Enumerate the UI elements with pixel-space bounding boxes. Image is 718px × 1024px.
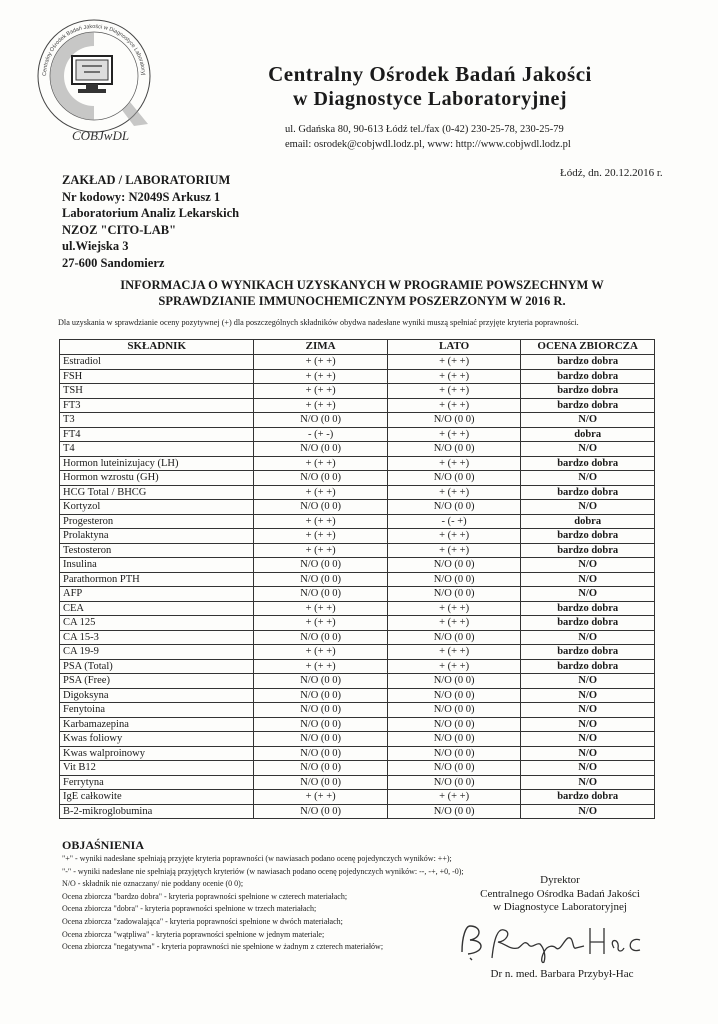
overall-rating-cell: bardzo dobra [521, 384, 655, 399]
component-cell: Prolaktyna [60, 529, 254, 544]
component-cell: Kwas walproinowy [60, 746, 254, 761]
recipient-line: NZOZ "CITO-LAB" [62, 222, 177, 237]
table-row [60, 355, 655, 370]
explanations-list [62, 853, 464, 954]
summer-result-cell: + (+ +) [387, 398, 520, 413]
component-cell: Hormon wzrostu (GH) [60, 471, 254, 486]
overall-rating-cell: bardzo dobra [521, 485, 655, 500]
explanation-item: "+" - wyniki nadesłane spełniają przyjęte kryteria poprawności (w nawiasach podano ocenę pojedynczych wyników: ++); [62, 854, 452, 863]
winter-result-cell: N/O (0 0) [254, 775, 387, 790]
table-row [60, 674, 655, 689]
overall-rating-cell: bardzo dobra [521, 355, 655, 370]
overall-rating-cell: N/O [521, 413, 655, 428]
component-cell: Digoksyna [60, 688, 254, 703]
institution-contact: email: osrodek@cobjwdl.lodz.pl, www: http://www.cobjwdl.lodz.pl [285, 139, 571, 150]
recipient-line: 27-600 Sandomierz [62, 255, 165, 270]
component-cell: TSH [60, 384, 254, 399]
table-row [60, 688, 655, 703]
explanation-item: Ocena zbiorcza "negatywna" - kryteria poprawności nie spełnione w żadnym z czterech materiałów; [62, 942, 384, 952]
table-row [60, 485, 655, 500]
winter-result-cell: N/O (0 0) [254, 717, 387, 732]
component-cell: FSH [60, 369, 254, 384]
explanations-title: OBJAŚNIENIA [62, 838, 145, 852]
table-row [60, 746, 655, 761]
winter-result-cell: N/O (0 0) [254, 630, 387, 645]
summer-result-cell: - (- +) [387, 514, 520, 529]
summer-result-cell: N/O (0 0) [387, 732, 520, 747]
component-cell: PSA (Free) [60, 674, 254, 689]
recipient-line: Laboratorium Analiz Lekarskich [62, 206, 240, 220]
winter-result-cell: + (+ +) [254, 369, 387, 384]
signature-institution-2: w Diagnostyce Laboratoryjnej [493, 901, 627, 913]
winter-result-cell: + (+ +) [254, 384, 387, 399]
winter-result-cell: + (+ +) [254, 529, 387, 544]
overall-rating-cell: N/O [521, 471, 655, 486]
table-row [60, 413, 655, 428]
results-table-body [60, 355, 655, 819]
component-cell: Kwas foliowy [60, 732, 254, 747]
table-row [60, 659, 655, 674]
institution-title-line2: w Diagnostyce Laboratoryjnej [293, 88, 567, 110]
component-cell: Fenytoina [60, 703, 254, 718]
winter-result-cell: + (+ +) [254, 645, 387, 660]
component-cell: HCG Total / BHCG [60, 485, 254, 500]
criteria-note: Dla uzyskania w sprawdzianie oceny pozytywnej (+) dla poszczególnych składników obydwa nadesłane wyniki muszą spełniać przyjęte kryteria poprawności. [58, 318, 579, 327]
summer-result-cell: + (+ +) [387, 456, 520, 471]
summer-result-cell: N/O (0 0) [387, 746, 520, 761]
summer-result-cell: + (+ +) [387, 485, 520, 500]
winter-result-cell: + (+ +) [254, 543, 387, 558]
svg-text:COBJwDL: COBJwDL [72, 128, 130, 143]
component-cell: T4 [60, 442, 254, 457]
winter-result-cell: + (+ +) [254, 659, 387, 674]
winter-result-cell: N/O (0 0) [254, 674, 387, 689]
summer-result-cell: N/O (0 0) [387, 688, 520, 703]
institution-title-line1: Centralny Ośrodek Badań Jakości [268, 62, 592, 86]
table-row [60, 616, 655, 631]
handwritten-signature [448, 918, 648, 966]
table-row [60, 804, 655, 819]
component-cell: FT3 [60, 398, 254, 413]
summer-result-cell: N/O (0 0) [387, 587, 520, 602]
overall-rating-cell: bardzo dobra [521, 456, 655, 471]
table-row [60, 384, 655, 399]
table-row [60, 601, 655, 616]
recipient-line: ZAKŁAD / LABORATORIUM [62, 173, 231, 187]
table-row [60, 543, 655, 558]
overall-rating-cell: N/O [521, 732, 655, 747]
winter-result-cell: N/O (0 0) [254, 442, 387, 457]
summer-result-cell: + (+ +) [387, 601, 520, 616]
summer-result-cell: N/O (0 0) [387, 717, 520, 732]
summer-result-cell: + (+ +) [387, 790, 520, 805]
summer-result-cell: + (+ +) [387, 616, 520, 631]
table-row [60, 529, 655, 544]
component-cell: Kortyzol [60, 500, 254, 515]
table-header-row [60, 340, 655, 355]
cobjwdl-logo [22, 14, 170, 144]
overall-rating-cell: N/O [521, 674, 655, 689]
winter-result-cell: N/O (0 0) [254, 587, 387, 602]
winter-result-cell: N/O (0 0) [254, 558, 387, 573]
report-heading-line1: INFORMACJA O WYNIKACH UZYSKANYCH W PROGRAMIE POWSZECHNYM W [120, 278, 604, 292]
explanation-item: Ocena zbiorcza "zadowalająca" - kryteria poprawności spełnione w dwóch materiałach; [62, 916, 343, 926]
svg-text:Centralny Ośrodek Badań Jakośc: Centralny Ośrodek Badań Jakości w Diagnostyce Laboratoryj [41, 23, 146, 77]
overall-rating-cell: bardzo dobra [521, 369, 655, 384]
table-row [60, 427, 655, 442]
overall-rating-cell: bardzo dobra [521, 645, 655, 660]
explanation-item: Ocena zbiorcza "bardzo dobra" - kryteria poprawności spełnione w czterech materiałach; [62, 891, 348, 901]
winter-result-cell: + (+ +) [254, 514, 387, 529]
summer-result-cell: + (+ +) [387, 543, 520, 558]
winter-result-cell: + (+ +) [254, 398, 387, 413]
header-component: SKŁADNIK [60, 340, 254, 355]
component-cell: T3 [60, 413, 254, 428]
summer-result-cell: N/O (0 0) [387, 558, 520, 573]
table-row [60, 790, 655, 805]
recipient-line: Nr kodowy: N2049S Arkusz 1 [62, 189, 221, 204]
results-table [59, 339, 655, 819]
overall-rating-cell: N/O [521, 717, 655, 732]
document-date: Łódź, dn. 20.12.2016 r. [560, 167, 663, 179]
overall-rating-cell: bardzo dobra [521, 659, 655, 674]
table-row [60, 587, 655, 602]
summer-result-cell: N/O (0 0) [387, 500, 520, 515]
summer-result-cell: N/O (0 0) [387, 761, 520, 776]
overall-rating-cell: bardzo dobra [521, 398, 655, 413]
winter-result-cell: N/O (0 0) [254, 500, 387, 515]
component-cell: CEA [60, 601, 254, 616]
winter-result-cell: + (+ +) [254, 616, 387, 631]
component-cell: Parathormon PTH [60, 572, 254, 587]
overall-rating-cell: dobra [521, 514, 655, 529]
table-row [60, 558, 655, 573]
table-row [60, 442, 655, 457]
header-summer: LATO [387, 340, 520, 355]
overall-rating-cell: bardzo dobra [521, 543, 655, 558]
recipient-line: ul.Wiejska 3 [62, 239, 129, 253]
summer-result-cell: N/O (0 0) [387, 471, 520, 486]
table-row [60, 572, 655, 587]
overall-rating-cell: N/O [521, 500, 655, 515]
signature-institution: Centralnego Ośrodka Badań Jakości [480, 887, 640, 900]
explanation-item: Ocena zbiorcza "dobra" - kryteria poprawności spełnione w trzech materiałach; [62, 904, 317, 914]
summer-result-cell: N/O (0 0) [387, 804, 520, 819]
component-cell: CA 15-3 [60, 630, 254, 645]
summer-result-cell: + (+ +) [387, 529, 520, 544]
explanation-item: "-" - wyniki nadesłane nie spełniają przyjętych kryteriów (w nawiasach podano ocenę pojedynczych wyników: --, -+, +0, -0); [62, 866, 464, 876]
component-cell: Hormon luteinizujacy (LH) [60, 456, 254, 471]
header-winter: ZIMA [254, 340, 387, 355]
overall-rating-cell: N/O [521, 587, 655, 602]
signature-block [460, 874, 660, 915]
summer-result-cell: + (+ +) [387, 384, 520, 399]
table-row [60, 717, 655, 732]
report-heading [62, 277, 662, 309]
report-heading-line2: SPRAWDZIANIE IMMUNOCHEMICZNYM POSZERZONYM W 2016 R. [158, 294, 566, 308]
winter-result-cell: + (+ +) [254, 456, 387, 471]
header-overall: OCENA ZBIORCZA [521, 340, 655, 355]
winter-result-cell: + (+ +) [254, 601, 387, 616]
component-cell: Ferrytyna [60, 775, 254, 790]
table-row [60, 514, 655, 529]
component-cell: CA 19-9 [60, 645, 254, 660]
table-row [60, 630, 655, 645]
overall-rating-cell: bardzo dobra [521, 616, 655, 631]
winter-result-cell: + (+ +) [254, 355, 387, 370]
winter-result-cell: N/O (0 0) [254, 761, 387, 776]
overall-rating-cell: N/O [521, 746, 655, 761]
component-cell: Estradiol [60, 355, 254, 370]
institution-address: ul. Gdańska 80, 90-613 Łódź tel./fax (0-42) 230-25-78, 230-25-79 [285, 124, 564, 135]
overall-rating-cell: bardzo dobra [521, 601, 655, 616]
overall-rating-cell: bardzo dobra [521, 790, 655, 805]
summer-result-cell: N/O (0 0) [387, 572, 520, 587]
summer-result-cell: + (+ +) [387, 645, 520, 660]
overall-rating-cell: dobra [521, 427, 655, 442]
winter-result-cell: N/O (0 0) [254, 471, 387, 486]
signature-title: Dyrektor [540, 874, 580, 886]
overall-rating-cell: N/O [521, 442, 655, 457]
winter-result-cell: N/O (0 0) [254, 572, 387, 587]
summer-result-cell: + (+ +) [387, 659, 520, 674]
summer-result-cell: N/O (0 0) [387, 703, 520, 718]
winter-result-cell: N/O (0 0) [254, 746, 387, 761]
component-cell: B-2-mikroglobumina [60, 804, 254, 819]
overall-rating-cell: N/O [521, 572, 655, 587]
overall-rating-cell: N/O [521, 761, 655, 776]
winter-result-cell: N/O (0 0) [254, 804, 387, 819]
component-cell: IgE całkowite [60, 790, 254, 805]
table-row [60, 761, 655, 776]
winter-result-cell: + (+ +) [254, 485, 387, 500]
explanation-item: N/O - składnik nie oznaczany/ nie poddany ocenie (0 0); [62, 879, 244, 889]
winter-result-cell: + (+ +) [254, 790, 387, 805]
component-cell: CA 125 [60, 616, 254, 631]
summer-result-cell: N/O (0 0) [387, 442, 520, 457]
recipient-block [62, 172, 239, 271]
table-row [60, 703, 655, 718]
overall-rating-cell: N/O [521, 630, 655, 645]
overall-rating-cell: N/O [521, 804, 655, 819]
overall-rating-cell: bardzo dobra [521, 529, 655, 544]
table-row [60, 732, 655, 747]
component-cell: Vit B12 [60, 761, 254, 776]
summer-result-cell: + (+ +) [387, 369, 520, 384]
summer-result-cell: N/O (0 0) [387, 630, 520, 645]
table-row [60, 398, 655, 413]
component-cell: AFP [60, 587, 254, 602]
overall-rating-cell: N/O [521, 703, 655, 718]
table-row [60, 471, 655, 486]
summer-result-cell: + (+ +) [387, 355, 520, 370]
overall-rating-cell: N/O [521, 775, 655, 790]
winter-result-cell: N/O (0 0) [254, 732, 387, 747]
summer-result-cell: N/O (0 0) [387, 413, 520, 428]
overall-rating-cell: N/O [521, 688, 655, 703]
overall-rating-cell: N/O [521, 558, 655, 573]
table-row [60, 645, 655, 660]
summer-result-cell: N/O (0 0) [387, 674, 520, 689]
component-cell: FT4 [60, 427, 254, 442]
winter-result-cell: N/O (0 0) [254, 413, 387, 428]
table-row [60, 369, 655, 384]
component-cell: Karbamazepina [60, 717, 254, 732]
table-row [60, 456, 655, 471]
winter-result-cell: N/O (0 0) [254, 703, 387, 718]
component-cell: PSA (Total) [60, 659, 254, 674]
summer-result-cell: N/O (0 0) [387, 775, 520, 790]
winter-result-cell: - (+ -) [254, 427, 387, 442]
table-row [60, 500, 655, 515]
explanation-item: Ocena zbiorcza "wątpliwa" - kryteria poprawności spełnione w jednym materiale; [62, 929, 325, 939]
winter-result-cell: N/O (0 0) [254, 688, 387, 703]
component-cell: Testosteron [60, 543, 254, 558]
summer-result-cell: + (+ +) [387, 427, 520, 442]
component-cell: Progesteron [60, 514, 254, 529]
table-row [60, 775, 655, 790]
signer-name: Dr n. med. Barbara Przybył-Hac [490, 968, 634, 980]
component-cell: Insulina [60, 558, 254, 573]
